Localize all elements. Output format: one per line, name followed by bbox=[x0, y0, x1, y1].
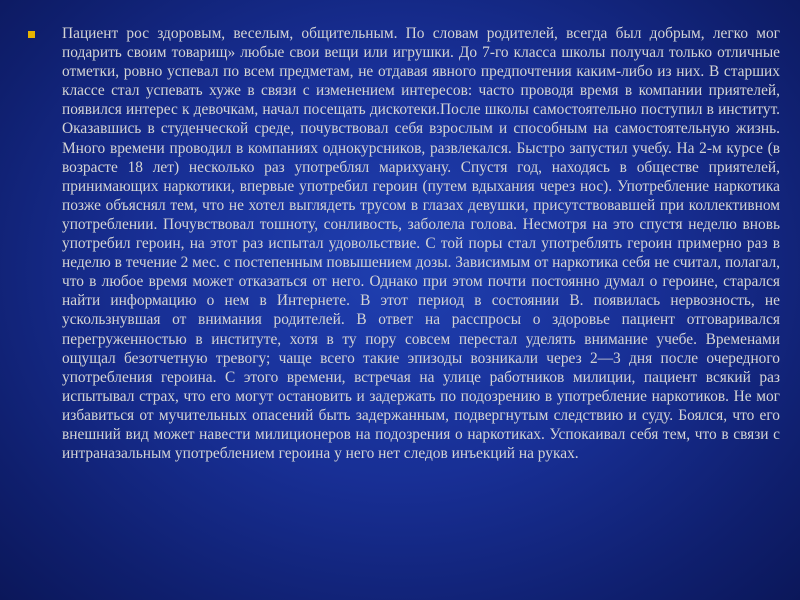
case-history-paragraph: Пациент рос здоровым, веселым, общительным. По словам родителей, всегда был добрым, легко мог подарить своим товарищ» любые свои вещи или игрушки. До 7-го класса школы получал только отличные отметки, ровно успевал по всем предметам, не отдавая явного предпочтения каким-либо из них. В старших классе стал успевать хуже в связи с изменением интересов: часто проводя время в компании приятелей, появился интерес к девочкам, начал посещать дискотеки.После школы самостоятельно поступил в институт. Оказавшись в студенческой среде, почувствовал себя взрослым и способным на самостоятельную жизнь. Много времени проводил в компаниях однокурсников, развлекался. Быстро запустил учебу. На 2-м курсе (в возрасте 18 лет) несколько раз употреблял марихуану. Спустя год, находясь в обществе приятелей, принимающих наркотики, впервые употребил героин (путем вдыхания через нос). Употребление наркотика позже объяснял тем, что не хотел выглядеть трусом в глазах девушки, присутствовавшей при коллективном употреблении. Почувствовал тошноту, сонливость, заболела голова. Несмотря на это спустя неделю вновь употребил героин, на этот раз испытал удовольствие. С той поры стал употреблять героин примерно раз в неделю в течение 2 мес. с постепенным повышением дозы. Зависимым от наркотика себя не считал, полагал, что в любое время может отказаться от него. Однако при этом почти постоянно думал о героине, старался найти информацию о нем в Интернете. В этот период в состоянии В. появилась нервозность, не ускользнувшая от внимания родителей. В ответ на расспросы о здоровье пациент отговаривался перегруженностью в институте, хотя в ту пору совсем перестал уделять внимание учебе. Временами ощущал безотчетную тревогу; чаще всего такие эпизоды возникали через 2—3 дня после очередного употребления героина. С этого времени, встречая на улице работников милиции, пациент всякий раз испытывал страх, что его могут остановить и задержать по подозрению в употребление наркотиков. Не мог избавиться от мучительных опасений быть задержанным, подвергнутым следствию и суду. Боялся, что его внешний вид может навести милиционеров на подозрения о наркотиках. Успокаивал себя тем, что в связи с интраназальным употреблением героина у него нет следов инъекций на руках. bbox=[62, 25, 780, 463]
square-bullet-icon bbox=[28, 31, 35, 38]
bullet-item bbox=[28, 24, 780, 463]
